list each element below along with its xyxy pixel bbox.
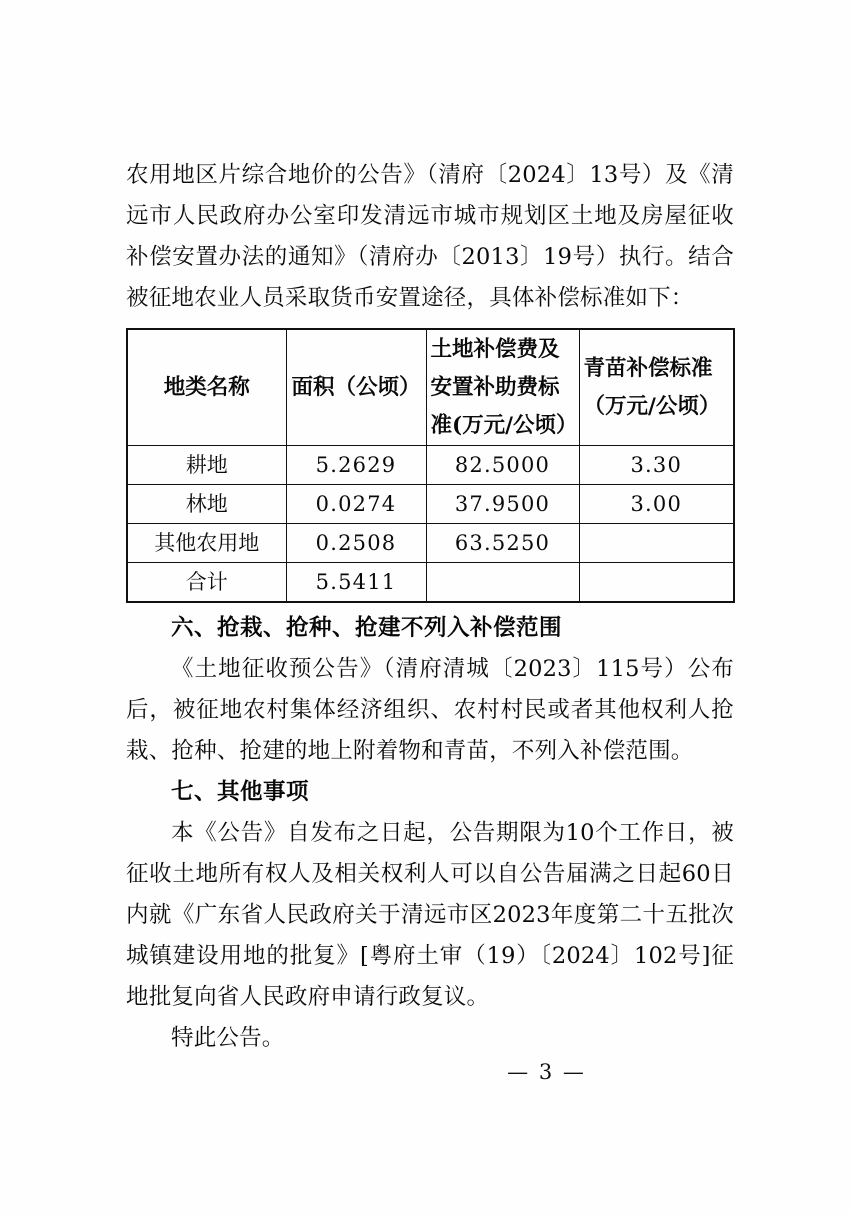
table-row (127, 446, 734, 485)
section-six-body: 《土地征收预公告》（清府清城〔2023〕115号）公布后，被征地农村集体经济组织、农村村民或者其他权利人抢栽、抢种、抢建的地上附着物和青苗，不列入补偿范围。 (126, 656, 734, 764)
continued-paragraph: 农用地区片综合地价的公告》（清府〔2024〕13号）及《清远市人民政府办公室印发清远市城市规划区土地及房屋征收补偿安置办法的通知》（清府办〔2013〕19号）执行。结合被征地农业人员采取货币安置途径，具体补偿标准如下： (126, 162, 734, 311)
table-header-crop-compensation (579, 329, 734, 446)
cell-area: 0.2508 (286, 524, 426, 563)
table-header-land-compensation (426, 329, 579, 446)
document-content (126, 155, 734, 1059)
section-six-heading: 六、抢栽、抢种、抢建不列入补偿范围 (171, 615, 563, 641)
cell-land-type: 其他农用地 (127, 524, 286, 563)
table-header-row (127, 329, 734, 446)
table-header-area (286, 329, 426, 446)
table-row (127, 485, 734, 524)
section-seven-body: 本《公告》自发布之日起，公告期限为10个工作日，被征收土地所有权人及相关权利人可以自公告届满之日起60日内就《广东省人民政府关于清远市区2023年度第二十五批次城镇建设用地的批复》[粤府土审（19）〔2024〕102号]征地批复向省人民政府申请行政复议。 (126, 820, 734, 1010)
table-header-land-type-label: 地类名称 (163, 374, 250, 400)
cell-crop-compensation (579, 524, 734, 563)
table-header-land-type (127, 329, 286, 446)
table-header-land-compensation-line1: 土地补偿费及 (430, 336, 560, 362)
cell-crop-compensation (579, 563, 734, 603)
cell-land-type: 耕地 (127, 446, 286, 485)
table-header-crop-compensation-line1: 青苗补偿标准 (583, 355, 713, 381)
page-number: — 3 — (507, 1060, 586, 1084)
cell-land-compensation: 63.5250 (426, 524, 579, 563)
table-header-crop-compensation-line2: （万元/公顷） (583, 393, 721, 419)
cell-land-type: 林地 (127, 485, 286, 524)
table-header-area-label: 面积（公顷） (291, 374, 421, 400)
table-header-land-compensation-line2: 安置补助费标 (430, 374, 560, 400)
cell-land-compensation (426, 563, 579, 603)
section-seven-closing: 特此公告。 (171, 1025, 285, 1051)
cell-area: 5.5411 (286, 563, 426, 603)
section-seven-heading: 七、其他事项 (171, 779, 310, 805)
table-header-land-compensation-line3: 准(万元/公顷） (430, 412, 578, 438)
cell-land-compensation: 37.9500 (426, 485, 579, 524)
cell-area: 0.0274 (286, 485, 426, 524)
cell-area: 5.2629 (286, 446, 426, 485)
cell-crop-compensation: 3.00 (579, 485, 734, 524)
cell-crop-compensation: 3.30 (579, 446, 734, 485)
table-row-total (127, 563, 734, 603)
compensation-table (126, 328, 735, 603)
compensation-table-wrapper (126, 328, 734, 603)
cell-land-type: 合计 (127, 563, 286, 603)
table-row (127, 524, 734, 563)
cell-land-compensation: 82.5000 (426, 446, 579, 485)
